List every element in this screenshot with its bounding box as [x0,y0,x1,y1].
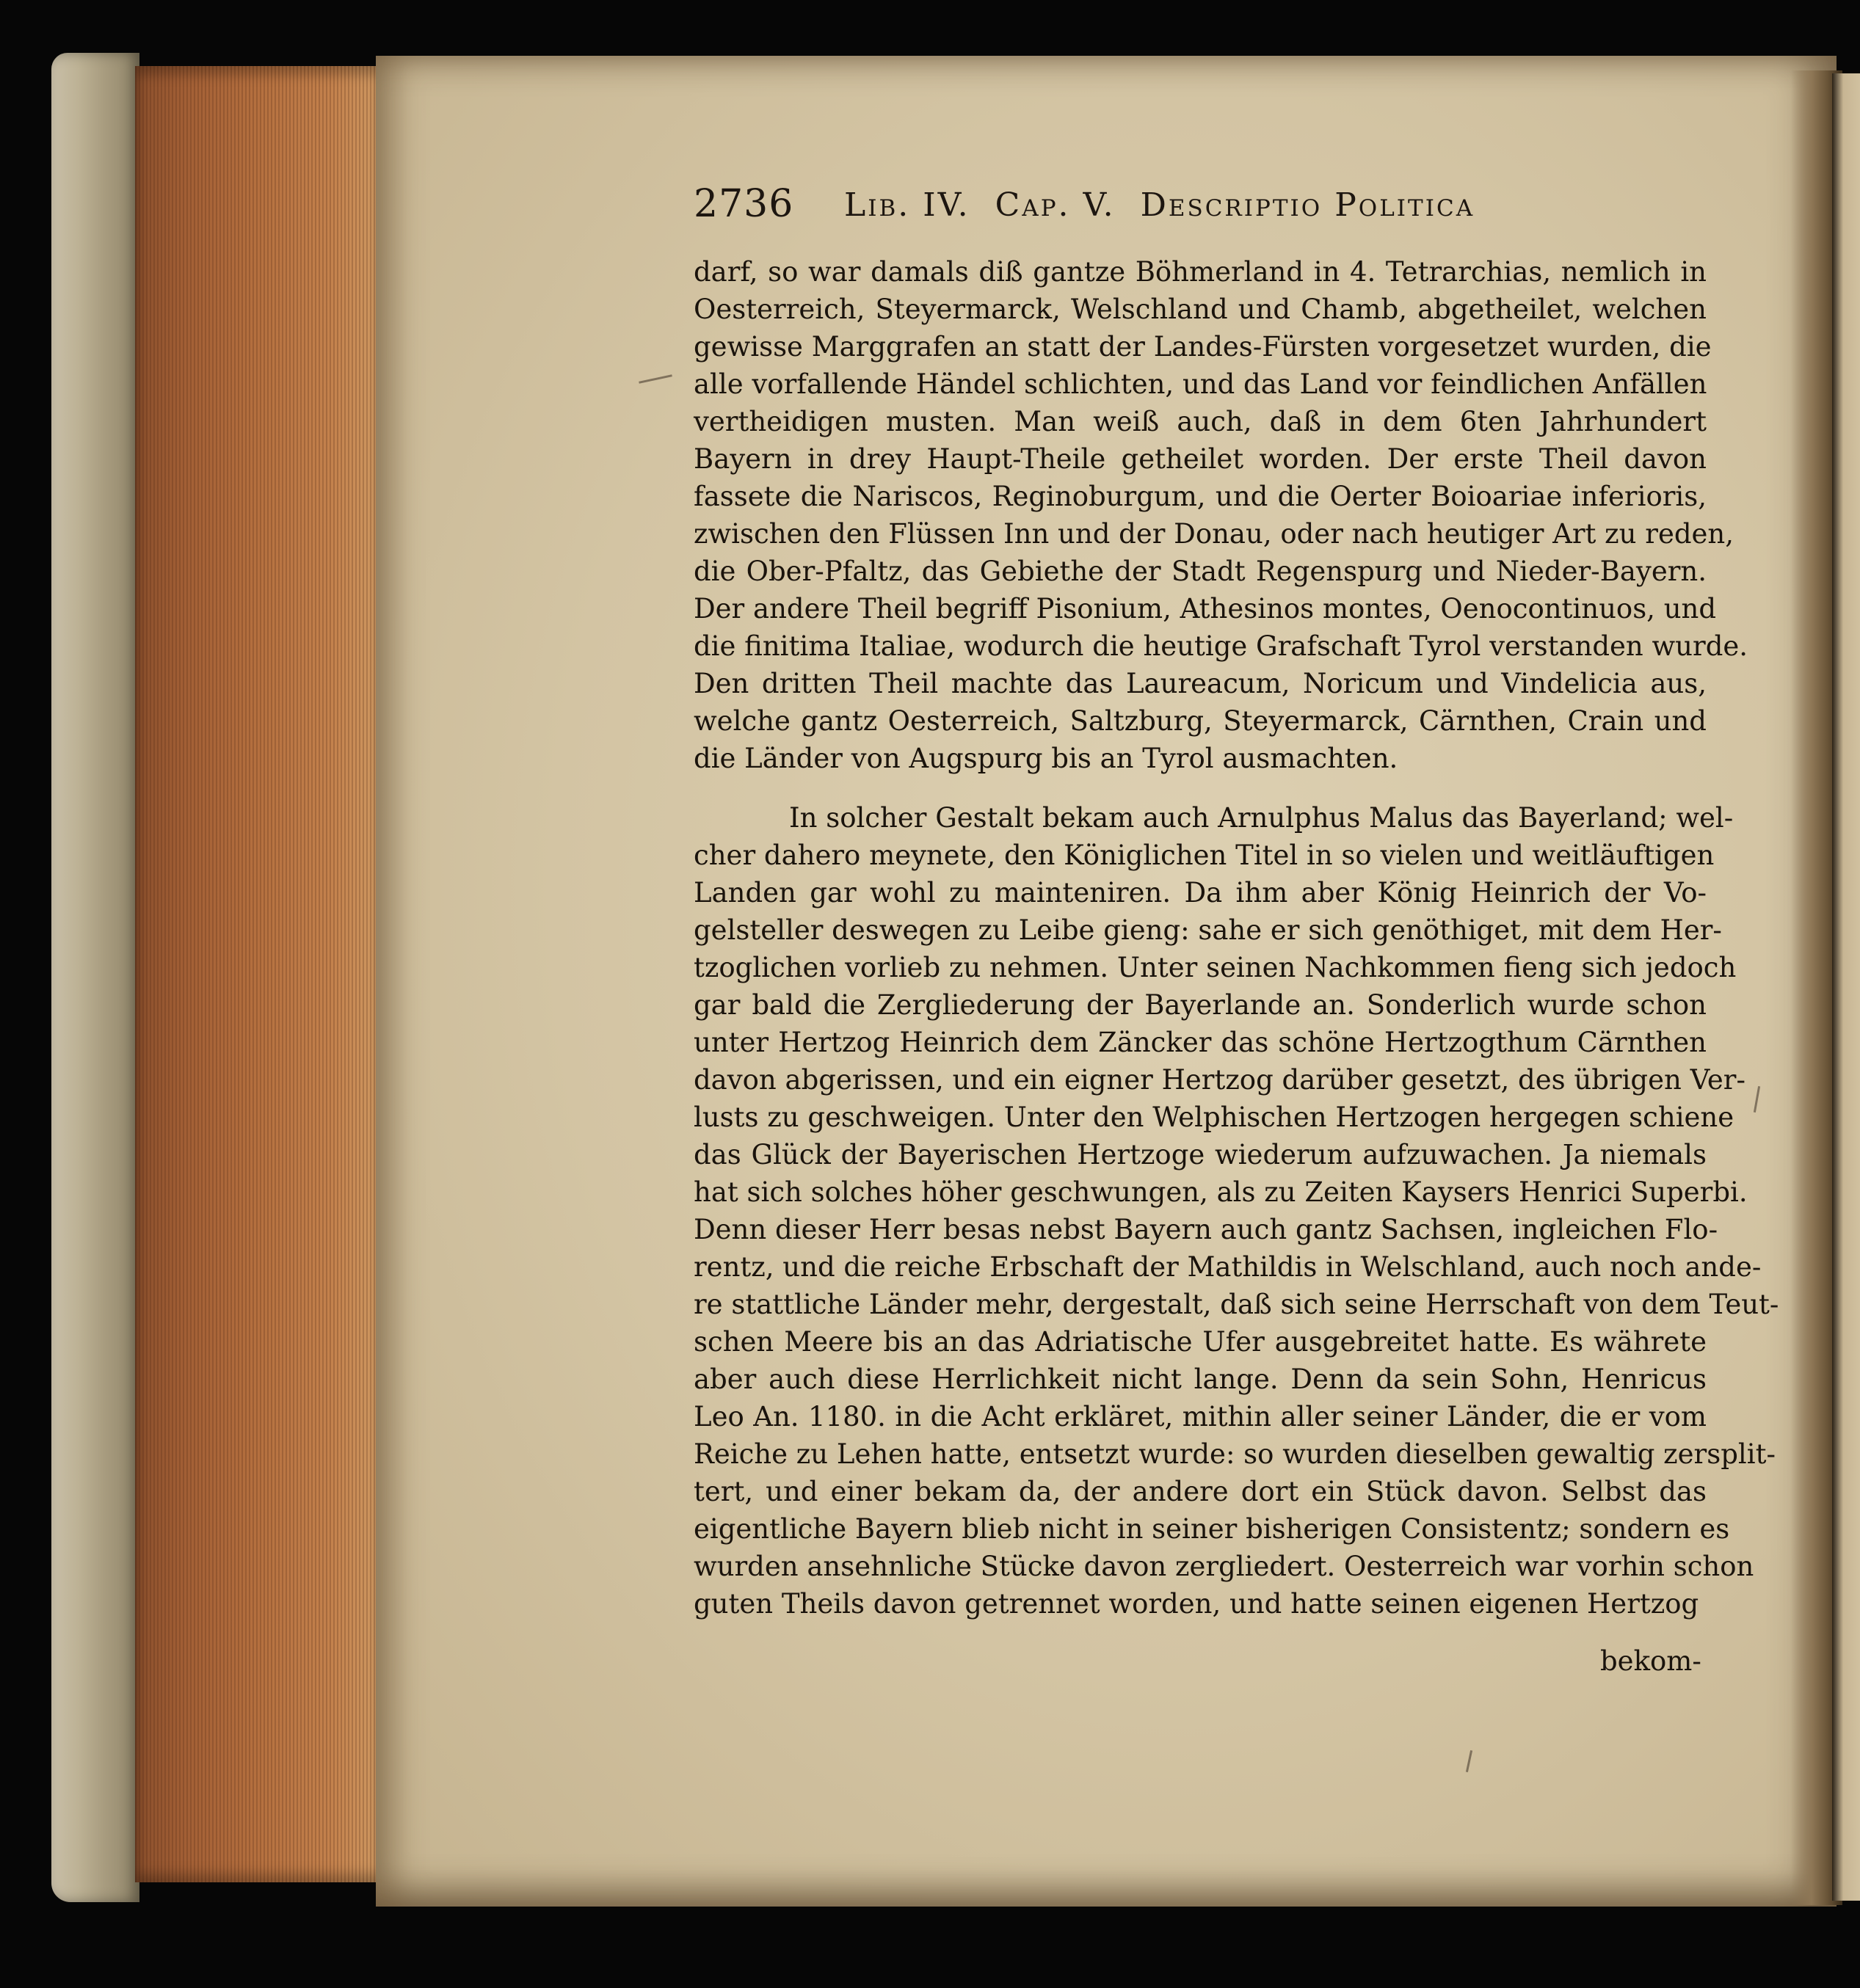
text-line: fassete die Nariscos, Reginoburgum, und die Oerter Boioariae inferioris, [694,481,1707,512]
page-edges [135,66,382,1882]
text-line: aber auch diese Herrlichkeit nicht lange. Denn da sein Sohn, Henricus [694,1363,1707,1395]
paragraph-gap [694,777,1707,799]
text-line: unter Hertzog Heinrich dem Zäncker das schöne Hertzogthum Cärnthen [694,1027,1707,1058]
catchword: bekom- [1600,1645,1701,1677]
text-line: tert, und einer bekam da, der andere dort ein Stück davon. Selbst das [694,1476,1707,1507]
text-line: davon abgerissen, und ein eigner Hertzog darüber gesetzt, des übrigen Ver- [694,1064,1745,1096]
text-line: darf, so war damals diß gantze Böhmerland in 4. Tetrarchias, nemlich in [694,256,1707,288]
running-head [694,182,1619,233]
text-line: guten Theils davon getrennet worden, und hatte seinen eigenen Hertzog [694,1588,1699,1620]
paragraph [694,253,1748,777]
text-line: gelsteller deswegen zu Leibe gieng: sahe er sich genöthiget, mit dem Her- [694,914,1722,946]
running-title: Lib. IV. Cap. V. Descriptio Politica [844,186,1475,224]
text-line: schen Meere bis an das Adriatische Ufer ausgebreitet hatte. Es währete [694,1326,1707,1358]
paragraph [694,799,1779,1623]
text-line: Bayern in drey Haupt-Theile getheilet worden. Der erste Theil davon [694,443,1707,475]
text-line: Landen gar wohl zu mainteniren. Da ihm aber König Heinrich der Vo- [694,877,1707,909]
text-line: Reiche zu Lehen hatte, entsetzt wurde: so wurden dieselben gewaltig zersplit- [694,1438,1776,1470]
text-line: gewisse Marggrafen an statt der Landes-Fürsten vorgesetzet wurden, die [694,331,1712,363]
text-line: Leo An. 1180. in die Acht erkläret, mithin aller seiner Länder, die er vom [694,1401,1707,1432]
text-line: wurden ansehnliche Stücke davon zergliedert. Oesterreich war vorhin schon [694,1551,1754,1582]
text-line: vertheidigen musten. Man weiß auch, daß in dem 6ten Jahrhundert [694,406,1707,437]
text-line: das Glück der Bayerischen Hertzoge wiederum aufzuwachen. Ja niemals [694,1139,1707,1170]
text-line: Den dritten Theil machte das Laureacum, Noricum und Vindelicia aus, [694,668,1707,699]
text-line: Der andere Theil begriff Pisonium, Athesinos montes, Oenocontinuos, und [694,593,1717,625]
body-text [694,253,1779,1623]
text-line: In solcher Gestalt bekam auch Arnulphus Malus das Bayerland; wel- [789,802,1734,834]
text-line: eigentliche Bayern blieb nicht in seiner bisherigen Consistentz; sondern es [694,1513,1730,1545]
text-line: gar bald die Zergliederung der Bayerlande an. Sonderlich wurde schon [694,989,1707,1021]
text-line: welche gantz Oesterreich, Saltzburg, Steyermarck, Cärnthen, Crain und [694,705,1707,737]
page-number: 2736 [694,182,794,226]
text-line: tzoglichen vorlieb zu nehmen. Unter seinen Nachkommen fieng sich jedoch [694,952,1737,983]
text-line: alle vorfallende Händel schlichten, und das Land vor feindlichen Anfällen [694,368,1707,400]
text-line: die finitima Italiae, wodurch die heutige Grafschaft Tyrol verstanden wurde. [694,630,1748,662]
text-line: zwischen den Flüssen Inn und der Donau, oder nach heutiger Art zu reden, [694,518,1734,550]
text-line: re stattliche Länder mehr, dergestalt, daß sich seine Herrschaft von dem Teut- [694,1289,1779,1320]
text-line: cher dahero meynete, den Königlichen Titel in so vielen und weitläuftigen [694,840,1715,871]
text-line: Denn dieser Herr besas nebst Bayern auch gantz Sachsen, ingleichen Flo- [694,1214,1718,1245]
text-line: die Länder von Augspurg bis an Tyrol ausmachten. [694,743,1398,774]
book-fore-edge [51,53,139,1902]
text-line: Oesterreich, Steyermarck, Welschland und Chamb, abgetheilet, welchen [694,294,1707,325]
text-line: rentz, und die reiche Erbschaft der Mathildis in Welschland, auch noch ande- [694,1251,1762,1283]
text-line: die Ober-Pfaltz, das Gebiethe der Stadt Regenspurg und Nieder-Bayern. [694,556,1707,587]
facing-page-edge [1832,73,1860,1901]
text-line: hat sich solches höher geschwungen, als zu Zeiten Kaysers Henrici Superbi. [694,1176,1748,1208]
text-line: lusts zu geschweigen. Unter den Welphischen Hertzogen hergegen schiene [694,1102,1734,1133]
